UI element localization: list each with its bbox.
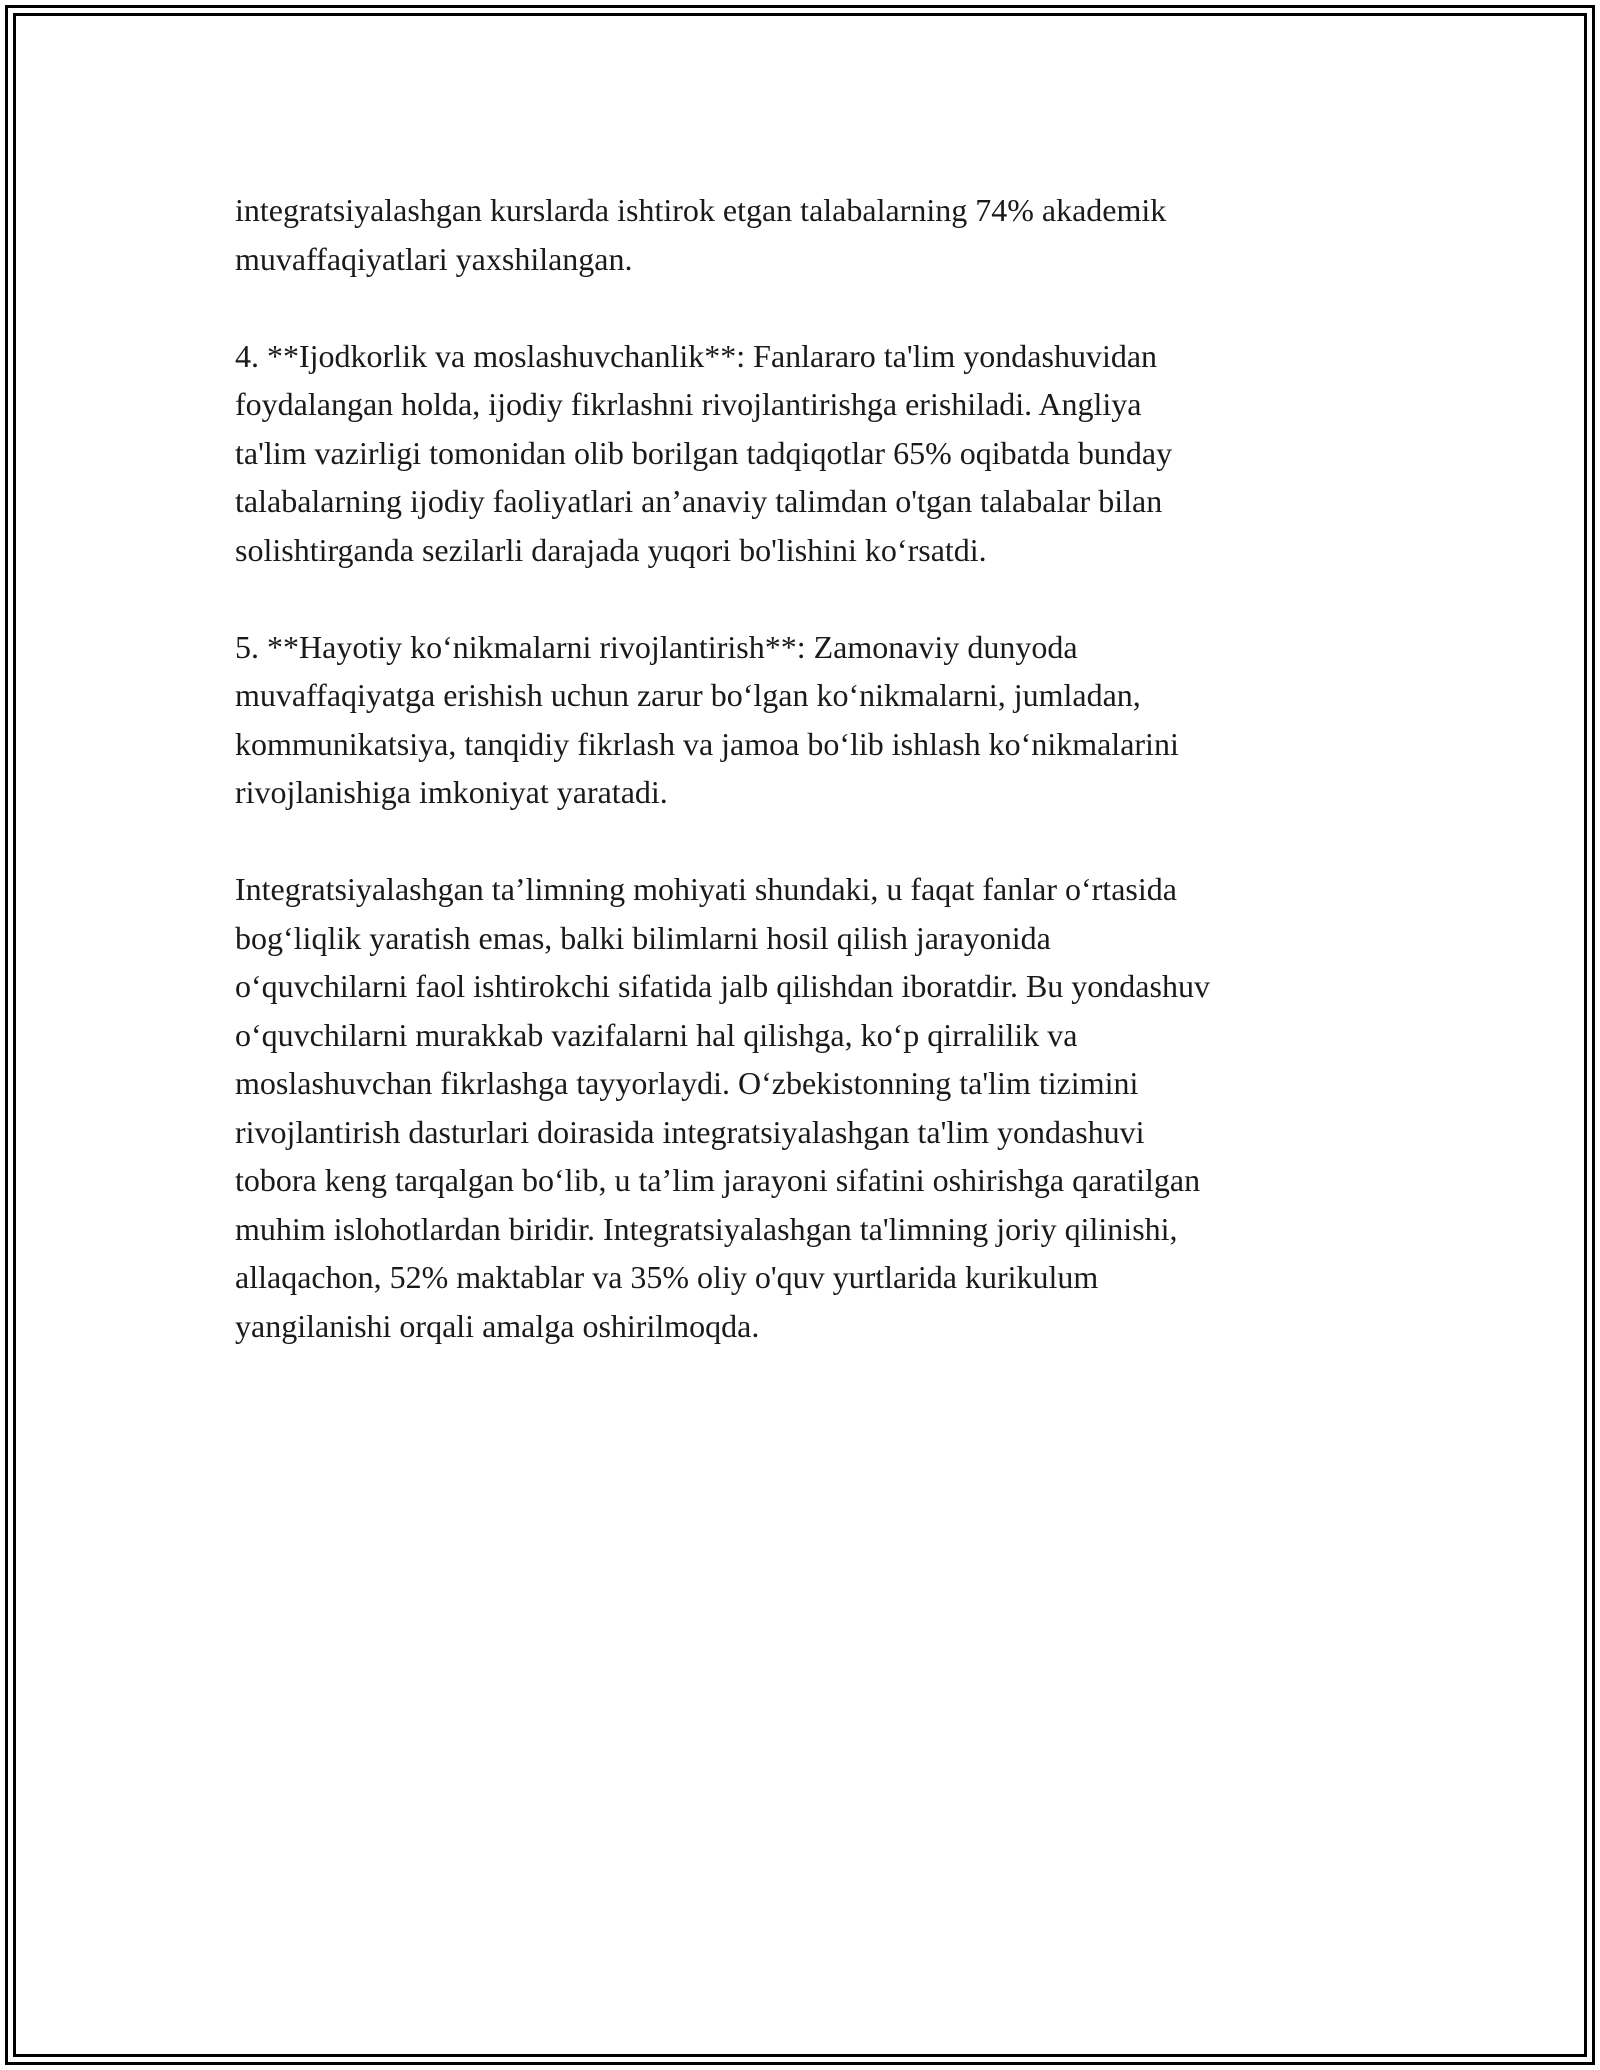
paragraph-academic-success (235, 186, 1365, 283)
text-line: tobora keng tarqalgan bo‘lib, u ta’lim jarayoni sifatini oshirishga qaratilgan (235, 1162, 1201, 1198)
paragraph-creativity (235, 332, 1365, 575)
text-line: 4. **Ijodkorlik va moslashuvchanlik**: Fanlararo ta'lim yondashuvidan (235, 337, 1158, 374)
text-line: Integratsiyalashgan ta’limning mohiyati shundaki, u faqat fanlar o‘rtasida (235, 871, 1177, 907)
text-line: o‘quvchilarni faol ishtirokchi sifatida jalb qilishdan iboratdir. Bu yondashuv (235, 968, 1210, 1004)
paragraph-life-skills (235, 623, 1365, 817)
text-line: integratsiyalashgan kurslarda ishtirok etgan talabalarning 74% akademik (235, 192, 1167, 228)
text-line: allaqachon, 52% maktablar va 35% oliy o'quv yurtlarida kurikulum (235, 1259, 1099, 1295)
text-line: muhim islohotlardan biridir. Integratsiyalashgan ta'limning joriy qilinishi, (235, 1210, 1178, 1247)
text-line: solishtirganda sezilarli darajada yuqori bo'lishini ko‘rsatdi. (235, 531, 987, 568)
text-line: foydalangan holda, ijodiy fikrlashni rivojlantirishga erishiladi. Angliya (235, 386, 1142, 422)
text-line: muvaffaqiyatga erishish uchun zarur bo‘lgan ko‘nikmalarni, jumladan, (235, 677, 1141, 713)
paragraph-integrated-education (235, 865, 1365, 1350)
text-line: talabalarning ijodiy faoliyatlari an’anaviy talimdan o'tgan talabalar bilan (235, 483, 1163, 519)
text-line: ta'lim vazirligi tomonidan olib borilgan tadqiqotlar 65% oqibatda bunday (235, 434, 1173, 471)
text-line: moslashuvchan fikrlashga tayyorlaydi. O‘zbekistonning ta'lim tizimini (235, 1065, 1139, 1101)
text-line: rivojlanishiga imkoniyat yaratadi. (235, 774, 668, 810)
text-line: yangilanishi orqali amalga oshirilmoqda. (235, 1307, 760, 1344)
text-line: rivojlantirish dasturlari doirasida integratsiyalashgan ta'lim yondashuvi (235, 1113, 1145, 1150)
text-line: bog‘liqlik yaratish emas, balki bilimlarni hosil qilish jarayonida (235, 919, 1051, 956)
text-line: kommunikatsiya, tanqidiy fikrlash va jamoa bo‘lib ishlash ko‘nikmalarini (235, 725, 1179, 762)
text-line: 5. **Hayotiy ko‘nikmalarni rivojlantirish**: Zamonaviy dunyoda (235, 628, 1078, 665)
text-line: o‘quvchilarni murakkab vazifalarni hal qilishga, ko‘p qirralilik va (235, 1016, 1078, 1053)
text-line: muvaffaqiyatlari yaxshilangan. (235, 240, 633, 277)
document-body (235, 186, 1365, 1399)
